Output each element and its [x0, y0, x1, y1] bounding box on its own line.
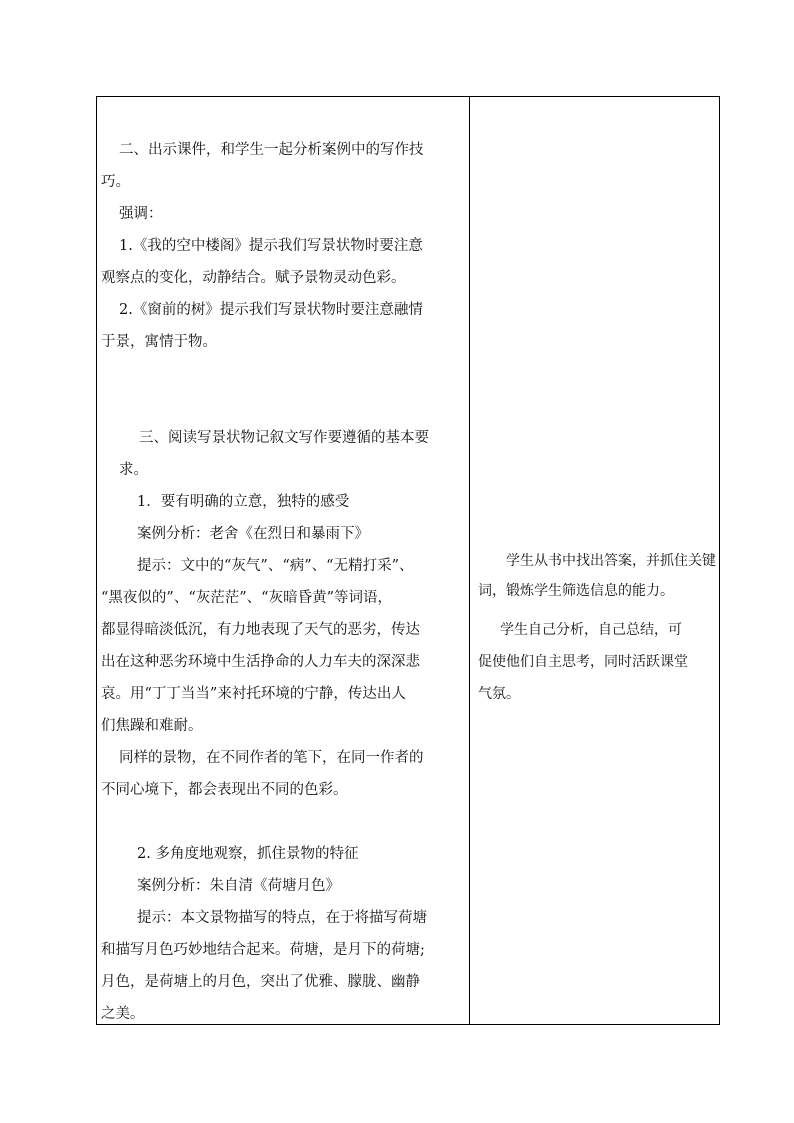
lesson-table — [96, 96, 720, 1025]
teacher-text-line: 不同心境下，都会表现出不同的色彩。 — [101, 782, 348, 798]
teacher-text-line: 巧。 — [101, 174, 130, 190]
teacher-text-line: 求。 — [119, 462, 148, 478]
student-text-line: 学生自己分析，自己总结，可 — [500, 622, 682, 638]
teacher-text-line: 提示：文中的“灰气”、“病”、“无精打采”、 — [137, 558, 414, 574]
teacher-text-line: 观察点的变化，动静结合。赋予景物灵动色彩。 — [101, 270, 406, 286]
teacher-text-line: 三、阅读写景状物记叙文写作要遵循的基本要 — [139, 430, 429, 446]
teacher-text-line: 和描写月色巧妙地结合起来。荷塘，是月下的荷塘; — [101, 942, 425, 958]
student-text-line: 促使他们自主思考，同时活跃课堂 — [478, 654, 688, 670]
teacher-text-line: 月色，是荷塘上的月色，突出了优雅、朦胧、幽静 — [101, 974, 420, 990]
teacher-text-line: 案例分析：朱自清《荷塘月色》 — [137, 878, 340, 894]
teacher-text-line: 案例分析：老舍《在烈日和暴雨下》 — [137, 526, 369, 542]
student-text-line: 气氛。 — [478, 686, 520, 702]
teacher-text-line: 都显得暗淡低沉，有力地表现了天气的恶劣，传达 — [101, 622, 420, 638]
teacher-activity-column — [97, 97, 469, 1024]
teacher-text-line: 强调： — [119, 206, 163, 222]
teacher-text-line: 2. 多角度地观察，抓住景物的特征 — [137, 846, 359, 862]
teacher-text-line: 之美。 — [101, 1006, 145, 1022]
teacher-text-line: 提示：本文景物描写的特点，在于将描写荷塘 — [137, 910, 427, 926]
teacher-text-line: 们焦躁和难耐。 — [101, 718, 203, 734]
teacher-text-line: 同样的景物，在不同作者的笔下，在同一作者的 — [119, 750, 424, 766]
teacher-text-line: 二、出示课件，和学生一起分析案例中的写作技 — [119, 142, 424, 158]
teacher-text-line: 于景，寓情于物。 — [101, 334, 217, 350]
teacher-text-line: 1.《我的空中楼阁》提示我们写景状物时要注意 — [119, 238, 423, 254]
teacher-text-line: 1．要有明确的立意，独特的感受 — [137, 494, 350, 510]
teacher-text-line: 哀。用“丁丁当当”来衬托环境的宁静，传达出人 — [101, 686, 406, 702]
student-activity-column — [470, 97, 721, 1024]
teacher-text-line: 2.《窗前的树》提示我们写景状物时要注意融情 — [119, 302, 423, 318]
student-text-line: 词，锻炼学生筛选信息的能力。 — [478, 583, 674, 599]
teacher-text-line: 出在这种恶劣环境中生活挣命的人力车夫的深深悲 — [101, 654, 420, 670]
teacher-text-line: “黑夜似的”、“灰茫茫”、“灰暗昏黄”等词语， — [101, 590, 392, 606]
student-text-line: 学生从书中找出答案，并抓住关键 — [506, 553, 716, 569]
